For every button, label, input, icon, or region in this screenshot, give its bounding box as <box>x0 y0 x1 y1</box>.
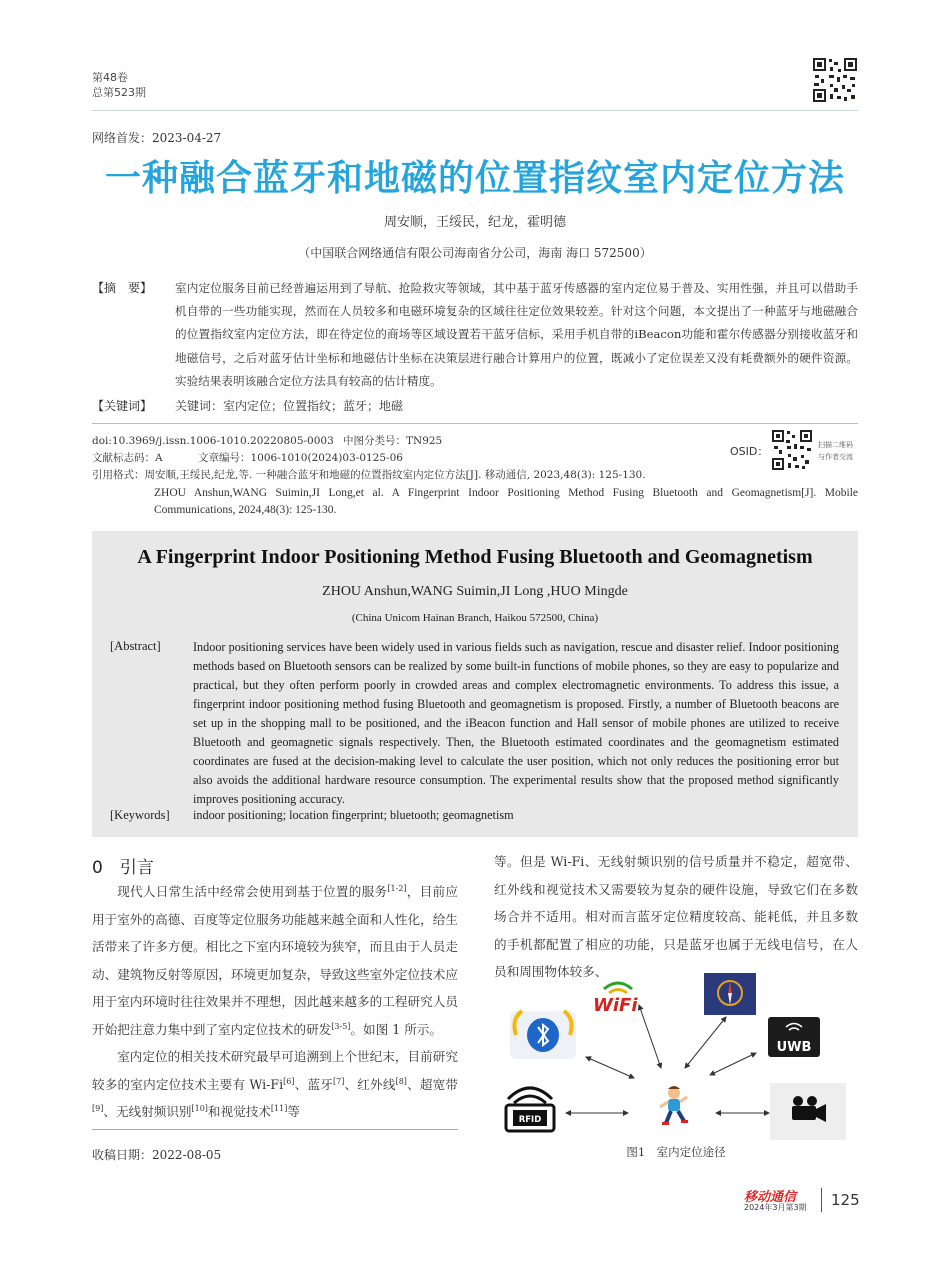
scan-hint-line-2: 与作者交流 <box>818 453 853 461</box>
runner-icon <box>660 1086 688 1125</box>
bluetooth-icon <box>510 1011 576 1059</box>
journal-name: 移动通信 <box>744 1190 797 1205</box>
header-rule <box>92 110 858 111</box>
text-run: 和视觉技术 <box>207 1104 271 1119</box>
arrow-wifi <box>639 1005 661 1068</box>
citation-cn: 引用格式：周安顺,王绥民,纪龙,等. 一种融合蓝牙和地磁的位置指纹室内定位方法[J]. 移动通信, 2023,48(3): 125-130. <box>92 469 646 481</box>
issue-total-label: 总第523期 <box>92 86 146 99</box>
english-authors: ZHOU Anshun,WANG Suimin,JI Long ,HUO Mingde <box>322 584 628 599</box>
figure-caption: 图1 室内定位途径 <box>626 1145 726 1159</box>
text-run: 、超宽带 <box>406 1076 459 1092</box>
osid-label: OSID： <box>730 445 769 458</box>
rfid-icon <box>506 1088 554 1131</box>
citation-ref: [3-5] <box>331 1021 351 1031</box>
volume-info <box>92 70 146 100</box>
figure-indoor-positioning <box>494 965 858 1140</box>
text-run: 、无线射频识别 <box>103 1104 192 1119</box>
video-camera-icon <box>770 1083 846 1140</box>
english-abstract-label: [Abstract] <box>110 639 161 653</box>
abstract-rule <box>92 423 858 424</box>
doi: doi:10.3969/j.issn.1006-1010.20220805-0003 <box>92 435 334 447</box>
text-run: 室内定位的相关技术研究最早可追溯到上个世纪末，目前研究较多的室内定位技术主要有 Wi-Fi <box>92 1049 458 1092</box>
abstract-text: 室内定位服务目前已经普遍运用到了导航、抢险救灾等领域，其中基于蓝牙传感器的室内定位易于普及、实用性强，并且可以借助手机自带的一些功能实现，然而在人员较多和电磁环境复杂的区域往往定位效果较差。针对这个问题，本文提出了一种蓝牙与地磁融合的位置指纹室内定位方法，即在待定位的商场等区域设置若干蓝牙信标，采用手机自带的iBeacon功能和霍尔传感器分别接收蓝牙和地磁信号，之后对蓝牙估计坐标和地磁估计坐标在决策层进行融合计算用户的位置，既减小了定位误差又没有耗费额外的硬件资源。实验结果表明该融合定位方法具有较高的估计精度。 <box>175 281 858 388</box>
article-number: 文章编号：1006-1010(2024)03-0125-06 <box>198 452 403 464</box>
received-date: 收稿日期：2022-08-05 <box>92 1148 222 1162</box>
text-run: 等 <box>287 1104 300 1119</box>
english-title: A Fingerprint Indoor Positioning Method Fusing Bluetooth and Geomagnetism <box>137 546 813 568</box>
rfid-label: RFID <box>518 1115 542 1125</box>
citation-ref: [7] <box>333 1076 345 1086</box>
abstract-label: 【摘 要】 <box>92 281 153 295</box>
scan-hint <box>818 439 853 463</box>
osid-qr-code-icon <box>771 429 813 471</box>
scan-hint-line-1: 扫描二维码 <box>818 441 853 449</box>
english-keywords-text: indoor positioning; location fingerprint; bluetooth; geomagnetism <box>193 808 514 822</box>
text-run: 。如图 1 所示。 <box>350 1021 442 1037</box>
authors: 周安顺，王绥民，纪龙，霍明德 <box>383 215 566 230</box>
online-publish-date: 网络首发：2023-04-27 <box>92 131 222 145</box>
english-abstract-text: Indoor positioning services have been widely used in various fields such as navigation, rescue and disaster relief. Indoor positioning methods based on Bluetooth sensors can be realized by some built-in functions of mobile phones, so they are easy to popularize and practical, but they often perform poorly in crowded areas and complex electromagnetic environments. To address this issue, a fingerprint indoor positioning method fusing Bluetooth and geomagnetism is proposed. Firstly, a number of Bluetooth beacons are set up in the shopping mall to be positioned, and the iBeacon function and Hall sensor of mobile phones are utilized to receive Bluetooth and geomagnetic signals respectively. Then, the Bluetooth estimated coordinates and the geomagnetism estimated coordinates are fused at the decision-making level to calculate the user position, which not only reduces the positioning error but also avoids the additional hardware resource consumption. The experimental results show that the proposed method significantly improves positioning accuracy. <box>193 640 839 806</box>
arrow-bluetooth <box>586 1057 634 1078</box>
body-paragraph-1 <box>92 878 458 1043</box>
citation-ref: [11] <box>270 1103 288 1113</box>
body-paragraph-2 <box>92 1043 458 1126</box>
uwb-icon <box>768 1017 820 1057</box>
volume-label: 第48卷 <box>92 71 128 84</box>
keywords-label: 【关键词】 <box>92 399 153 413</box>
text-run: ，目前应用于室外的高德、百度等定位服务功能越来越全面和人性化，给生活带来了许多方便。相比之下室内环境较为狭窄，而且由于人员走动、建筑物反射等原因，环境更加复杂，导致这些室外定位技术应用于室内环境时往往效果并不理想，因此越来越多的工程研究人员开始把注意力集中到了室内定位技术的研发 <box>92 884 459 1037</box>
footnote-rule <box>92 1129 458 1130</box>
footer-divider <box>821 1188 822 1212</box>
english-keywords-label: [Keywords] <box>110 808 170 822</box>
journal-issue: 2024年3月第3期 <box>744 1203 807 1212</box>
body-left-column <box>92 878 458 1126</box>
citation-en: ZHOU Anshun,WANG Suimin,JI Long,et al. A Fingerprint Indoor Positioning Method Fusing Bluetooth and Geomagnetism[J]. Mobile Communications, 2024,48(3): 125-130. <box>154 487 858 516</box>
text-run: 、蓝牙 <box>294 1076 333 1092</box>
english-affiliation: (China Unicom Hainan Branch, Haikou 572500, China) <box>351 612 599 624</box>
citation-ref: [10] <box>191 1103 208 1113</box>
citation-ref: [1-2] <box>387 883 407 893</box>
wifi-icon <box>593 983 638 1016</box>
citation-ref: [9] <box>92 1103 104 1113</box>
text-run: 、红外线 <box>344 1076 396 1092</box>
geomagnetic-icon <box>704 973 756 1015</box>
uwb-label: UWB <box>776 1040 812 1055</box>
arrow-uwb <box>710 1053 756 1075</box>
wifi-label: WiFi <box>593 995 638 1016</box>
text-run: 现代人日常生活中经常会使用到基于位置的服务 <box>117 884 388 899</box>
body-right-column: 等。但是 Wi-Fi、无线射频识别的信号质量并不稳定，超宽带、红外线和视觉技术又需要较为复杂的硬件设施，导致它们在多数场合并不适用。相对而言蓝牙定位精度较高、能耗低，并且多数的手机都配置了相应的功能，只是蓝牙也属于无线电信号，在人员和周围物体较多、 <box>494 854 858 979</box>
arrow-geomagnetic <box>685 1017 726 1068</box>
paper-title: 一种融合蓝牙和地磁的位置指纹室内定位方法 <box>104 158 845 199</box>
clc-number: 中图分类号：TN925 <box>343 435 443 447</box>
document-code: 文献标志码：A <box>92 452 163 464</box>
keywords-text: 关键词：室内定位；位置指纹；蓝牙；地磁 <box>175 399 404 413</box>
section-heading: 0 引言 <box>92 858 154 878</box>
affiliation: （中国联合网络通信有限公司海南省分公司，海南 海口 572500） <box>298 246 652 260</box>
qr-code-icon <box>812 57 858 103</box>
citation-ref: [6] <box>283 1076 295 1086</box>
page-number: 125 <box>831 1191 860 1209</box>
citation-ref: [8] <box>395 1076 407 1086</box>
